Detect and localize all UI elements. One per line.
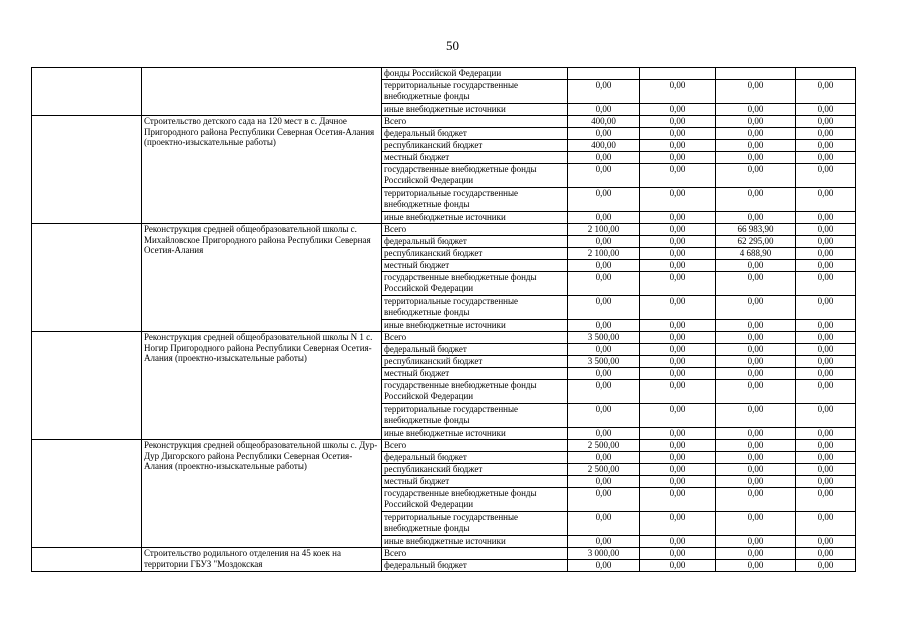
amount-cell: 0,00 <box>640 260 716 272</box>
funding-source-cell: местный бюджет <box>382 476 568 488</box>
amount-cell: 0,00 <box>568 476 640 488</box>
amount-cell: 0,00 <box>568 188 640 212</box>
amount-cell: 400,00 <box>568 116 640 128</box>
amount-cell: 0,00 <box>716 212 796 224</box>
amount-cell: 0,00 <box>568 128 640 140</box>
amount-cell <box>640 68 716 80</box>
amount-cell: 0,00 <box>796 164 856 188</box>
funding-source-cell: местный бюджет <box>382 368 568 380</box>
amount-cell: 0,00 <box>716 368 796 380</box>
amount-cell: 0,00 <box>716 320 796 332</box>
amount-cell: 0,00 <box>568 80 640 104</box>
amount-cell: 0,00 <box>716 80 796 104</box>
amount-cell: 0,00 <box>796 380 856 404</box>
row-number-cell <box>32 116 142 224</box>
project-name-cell: Реконструкция средней общеобразовательной школы с. Михайловское Пригородного района Республики Северная Осетия-Алания <box>142 224 382 332</box>
amount-cell: 0,00 <box>568 212 640 224</box>
amount-cell: 0,00 <box>640 476 716 488</box>
amount-cell: 0,00 <box>568 560 640 572</box>
funding-source-cell: федеральный бюджет <box>382 452 568 464</box>
amount-cell: 0,00 <box>716 116 796 128</box>
funding-source-cell: республиканский бюджет <box>382 248 568 260</box>
amount-cell: 0,00 <box>568 512 640 536</box>
amount-cell: 0,00 <box>796 368 856 380</box>
funding-source-cell: иные внебюджетные источники <box>382 212 568 224</box>
funding-source-cell: местный бюджет <box>382 260 568 272</box>
amount-cell: 0,00 <box>640 272 716 296</box>
amount-cell: 0,00 <box>640 356 716 368</box>
amount-cell: 0,00 <box>640 248 716 260</box>
amount-cell: 0,00 <box>640 428 716 440</box>
row-number-cell <box>32 440 142 548</box>
funding-source-cell: местный бюджет <box>382 152 568 164</box>
amount-cell: 0,00 <box>568 380 640 404</box>
amount-cell: 0,00 <box>640 296 716 320</box>
amount-cell: 0,00 <box>640 164 716 188</box>
amount-cell: 0,00 <box>796 152 856 164</box>
amount-cell: 0,00 <box>640 188 716 212</box>
amount-cell: 0,00 <box>796 560 856 572</box>
funding-source-cell: территориальные государственные внебюджетные фонды <box>382 512 568 536</box>
amount-cell: 0,00 <box>796 512 856 536</box>
amount-cell: 0,00 <box>640 152 716 164</box>
funding-source-cell: иные внебюджетные источники <box>382 104 568 116</box>
amount-cell: 0,00 <box>716 404 796 428</box>
amount-cell: 0,00 <box>568 152 640 164</box>
amount-cell: 0,00 <box>796 536 856 548</box>
amount-cell <box>796 68 856 80</box>
funding-source-cell: Всего <box>382 548 568 560</box>
amount-cell: 0,00 <box>716 260 796 272</box>
table-row <box>32 440 856 452</box>
amount-cell: 0,00 <box>568 272 640 296</box>
amount-cell: 2 100,00 <box>568 224 640 236</box>
amount-cell: 0,00 <box>716 332 796 344</box>
amount-cell: 0,00 <box>796 104 856 116</box>
amount-cell: 0,00 <box>796 140 856 152</box>
amount-cell: 0,00 <box>716 140 796 152</box>
amount-cell: 0,00 <box>796 320 856 332</box>
project-name-cell: Реконструкция средней общеобразовательной школы с. Дур-Дур Дигорского района Республики Северная Осетия-Алания (проектно-изыскательные работы) <box>142 440 382 548</box>
amount-cell: 0,00 <box>796 332 856 344</box>
amount-cell: 0,00 <box>796 212 856 224</box>
amount-cell: 0,00 <box>716 488 796 512</box>
budget-table <box>31 67 856 572</box>
amount-cell: 0,00 <box>568 488 640 512</box>
amount-cell: 0,00 <box>716 152 796 164</box>
amount-cell: 3 500,00 <box>568 356 640 368</box>
amount-cell: 0,00 <box>796 452 856 464</box>
amount-cell: 0,00 <box>716 440 796 452</box>
amount-cell <box>716 68 796 80</box>
funding-source-cell: территориальные государственные внебюджетные фонды <box>382 188 568 212</box>
amount-cell: 0,00 <box>568 104 640 116</box>
amount-cell: 0,00 <box>568 164 640 188</box>
amount-cell: 0,00 <box>640 140 716 152</box>
amount-cell: 2 500,00 <box>568 440 640 452</box>
amount-cell: 0,00 <box>640 488 716 512</box>
project-name-cell: Строительство детского сада на 120 мест в с. Дачное Пригородного района Республики Северная Осетия-Алания (проектно-изыскательные работы) <box>142 116 382 224</box>
amount-cell: 0,00 <box>640 212 716 224</box>
funding-source-cell: Всего <box>382 116 568 128</box>
table-row <box>32 68 856 80</box>
amount-cell: 0,00 <box>640 536 716 548</box>
budget-table-body <box>32 68 856 572</box>
funding-source-cell: федеральный бюджет <box>382 344 568 356</box>
amount-cell: 0,00 <box>640 512 716 536</box>
amount-cell: 0,00 <box>568 296 640 320</box>
amount-cell: 0,00 <box>640 128 716 140</box>
amount-cell: 0,00 <box>796 80 856 104</box>
amount-cell: 0,00 <box>640 224 716 236</box>
amount-cell: 0,00 <box>640 404 716 428</box>
project-name-cell: Реконструкция средней общеобразовательной школы N 1 с. Ногир Пригородного района Республики Северная Осетия-Алания (проектно-изыскательные работы) <box>142 332 382 440</box>
amount-cell: 0,00 <box>568 236 640 248</box>
amount-cell: 0,00 <box>716 464 796 476</box>
amount-cell: 0,00 <box>568 536 640 548</box>
amount-cell: 0,00 <box>640 560 716 572</box>
amount-cell: 0,00 <box>568 404 640 428</box>
table-row <box>32 116 856 128</box>
funding-source-cell: Всего <box>382 224 568 236</box>
amount-cell: 0,00 <box>796 428 856 440</box>
amount-cell: 0,00 <box>716 452 796 464</box>
table-row <box>32 548 856 560</box>
funding-source-cell: территориальные государственные внебюджетные фонды <box>382 404 568 428</box>
page-number: 50 <box>446 38 459 53</box>
amount-cell: 66 983,90 <box>716 224 796 236</box>
funding-source-cell: территориальные государственные внебюджетные фонды <box>382 296 568 320</box>
amount-cell: 0,00 <box>716 344 796 356</box>
amount-cell: 0,00 <box>568 260 640 272</box>
amount-cell: 0,00 <box>796 272 856 296</box>
funding-source-cell: фонды Российской Федерации <box>382 68 568 80</box>
amount-cell: 400,00 <box>568 140 640 152</box>
row-number-cell <box>32 548 142 572</box>
amount-cell: 0,00 <box>796 116 856 128</box>
funding-source-cell: республиканский бюджет <box>382 140 568 152</box>
amount-cell: 0,00 <box>640 236 716 248</box>
amount-cell: 0,00 <box>568 344 640 356</box>
amount-cell: 0,00 <box>796 128 856 140</box>
amount-cell: 0,00 <box>796 344 856 356</box>
amount-cell: 4 688,90 <box>716 248 796 260</box>
table-row <box>32 332 856 344</box>
row-number-cell <box>32 332 142 440</box>
amount-cell: 0,00 <box>796 236 856 248</box>
amount-cell: 0,00 <box>716 164 796 188</box>
amount-cell: 0,00 <box>640 332 716 344</box>
amount-cell: 0,00 <box>716 356 796 368</box>
amount-cell: 0,00 <box>796 488 856 512</box>
amount-cell: 0,00 <box>640 452 716 464</box>
funding-source-cell: государственные внебюджетные фонды Российской Федерации <box>382 164 568 188</box>
amount-cell: 0,00 <box>640 116 716 128</box>
amount-cell: 0,00 <box>568 320 640 332</box>
amount-cell: 0,00 <box>716 428 796 440</box>
funding-source-cell: федеральный бюджет <box>382 560 568 572</box>
amount-cell: 0,00 <box>568 368 640 380</box>
amount-cell: 0,00 <box>640 320 716 332</box>
amount-cell: 0,00 <box>796 296 856 320</box>
amount-cell: 0,00 <box>796 224 856 236</box>
funding-source-cell: федеральный бюджет <box>382 236 568 248</box>
amount-cell: 3 000,00 <box>568 548 640 560</box>
amount-cell: 0,00 <box>716 536 796 548</box>
amount-cell: 3 500,00 <box>568 332 640 344</box>
project-name-cell <box>142 68 382 116</box>
amount-cell: 0,00 <box>716 548 796 560</box>
amount-cell: 0,00 <box>640 368 716 380</box>
amount-cell: 0,00 <box>716 380 796 404</box>
amount-cell: 0,00 <box>640 104 716 116</box>
amount-cell: 0,00 <box>640 548 716 560</box>
amount-cell: 0,00 <box>716 104 796 116</box>
funding-source-cell: республиканский бюджет <box>382 464 568 476</box>
row-number-cell <box>32 68 142 116</box>
amount-cell: 0,00 <box>640 80 716 104</box>
amount-cell: 0,00 <box>716 188 796 212</box>
funding-source-cell: федеральный бюджет <box>382 128 568 140</box>
funding-source-cell: иные внебюджетные источники <box>382 428 568 440</box>
amount-cell: 0,00 <box>640 380 716 404</box>
funding-source-cell: иные внебюджетные источники <box>382 320 568 332</box>
funding-source-cell: государственные внебюджетные фонды Российской Федерации <box>382 380 568 404</box>
amount-cell: 0,00 <box>796 260 856 272</box>
amount-cell: 0,00 <box>716 128 796 140</box>
amount-cell: 2 500,00 <box>568 464 640 476</box>
amount-cell: 0,00 <box>716 476 796 488</box>
amount-cell: 0,00 <box>640 464 716 476</box>
funding-source-cell: иные внебюджетные источники <box>382 536 568 548</box>
amount-cell: 0,00 <box>796 188 856 212</box>
amount-cell: 0,00 <box>568 428 640 440</box>
amount-cell <box>568 68 640 80</box>
amount-cell: 0,00 <box>796 476 856 488</box>
amount-cell: 0,00 <box>796 440 856 452</box>
funding-source-cell: Всего <box>382 332 568 344</box>
funding-source-cell: государственные внебюджетные фонды Российской Федерации <box>382 488 568 512</box>
funding-source-cell: Всего <box>382 440 568 452</box>
funding-source-cell: республиканский бюджет <box>382 356 568 368</box>
funding-source-cell: государственные внебюджетные фонды Российской Федерации <box>382 272 568 296</box>
amount-cell: 0,00 <box>796 404 856 428</box>
amount-cell: 0,00 <box>796 248 856 260</box>
amount-cell: 0,00 <box>716 272 796 296</box>
amount-cell: 2 100,00 <box>568 248 640 260</box>
funding-source-cell: территориальные государственные внебюджетные фонды <box>382 80 568 104</box>
project-name-cell: Строительство родильного отделения на 45 коек на территории ГБУЗ "Моздокская <box>142 548 382 572</box>
amount-cell: 0,00 <box>796 464 856 476</box>
amount-cell: 0,00 <box>716 560 796 572</box>
amount-cell: 0,00 <box>796 356 856 368</box>
amount-cell: 0,00 <box>640 440 716 452</box>
amount-cell: 0,00 <box>640 344 716 356</box>
amount-cell: 62 295,00 <box>716 236 796 248</box>
amount-cell: 0,00 <box>796 548 856 560</box>
table-row <box>32 224 856 236</box>
amount-cell: 0,00 <box>716 296 796 320</box>
amount-cell: 0,00 <box>716 512 796 536</box>
amount-cell: 0,00 <box>568 452 640 464</box>
row-number-cell <box>32 224 142 332</box>
